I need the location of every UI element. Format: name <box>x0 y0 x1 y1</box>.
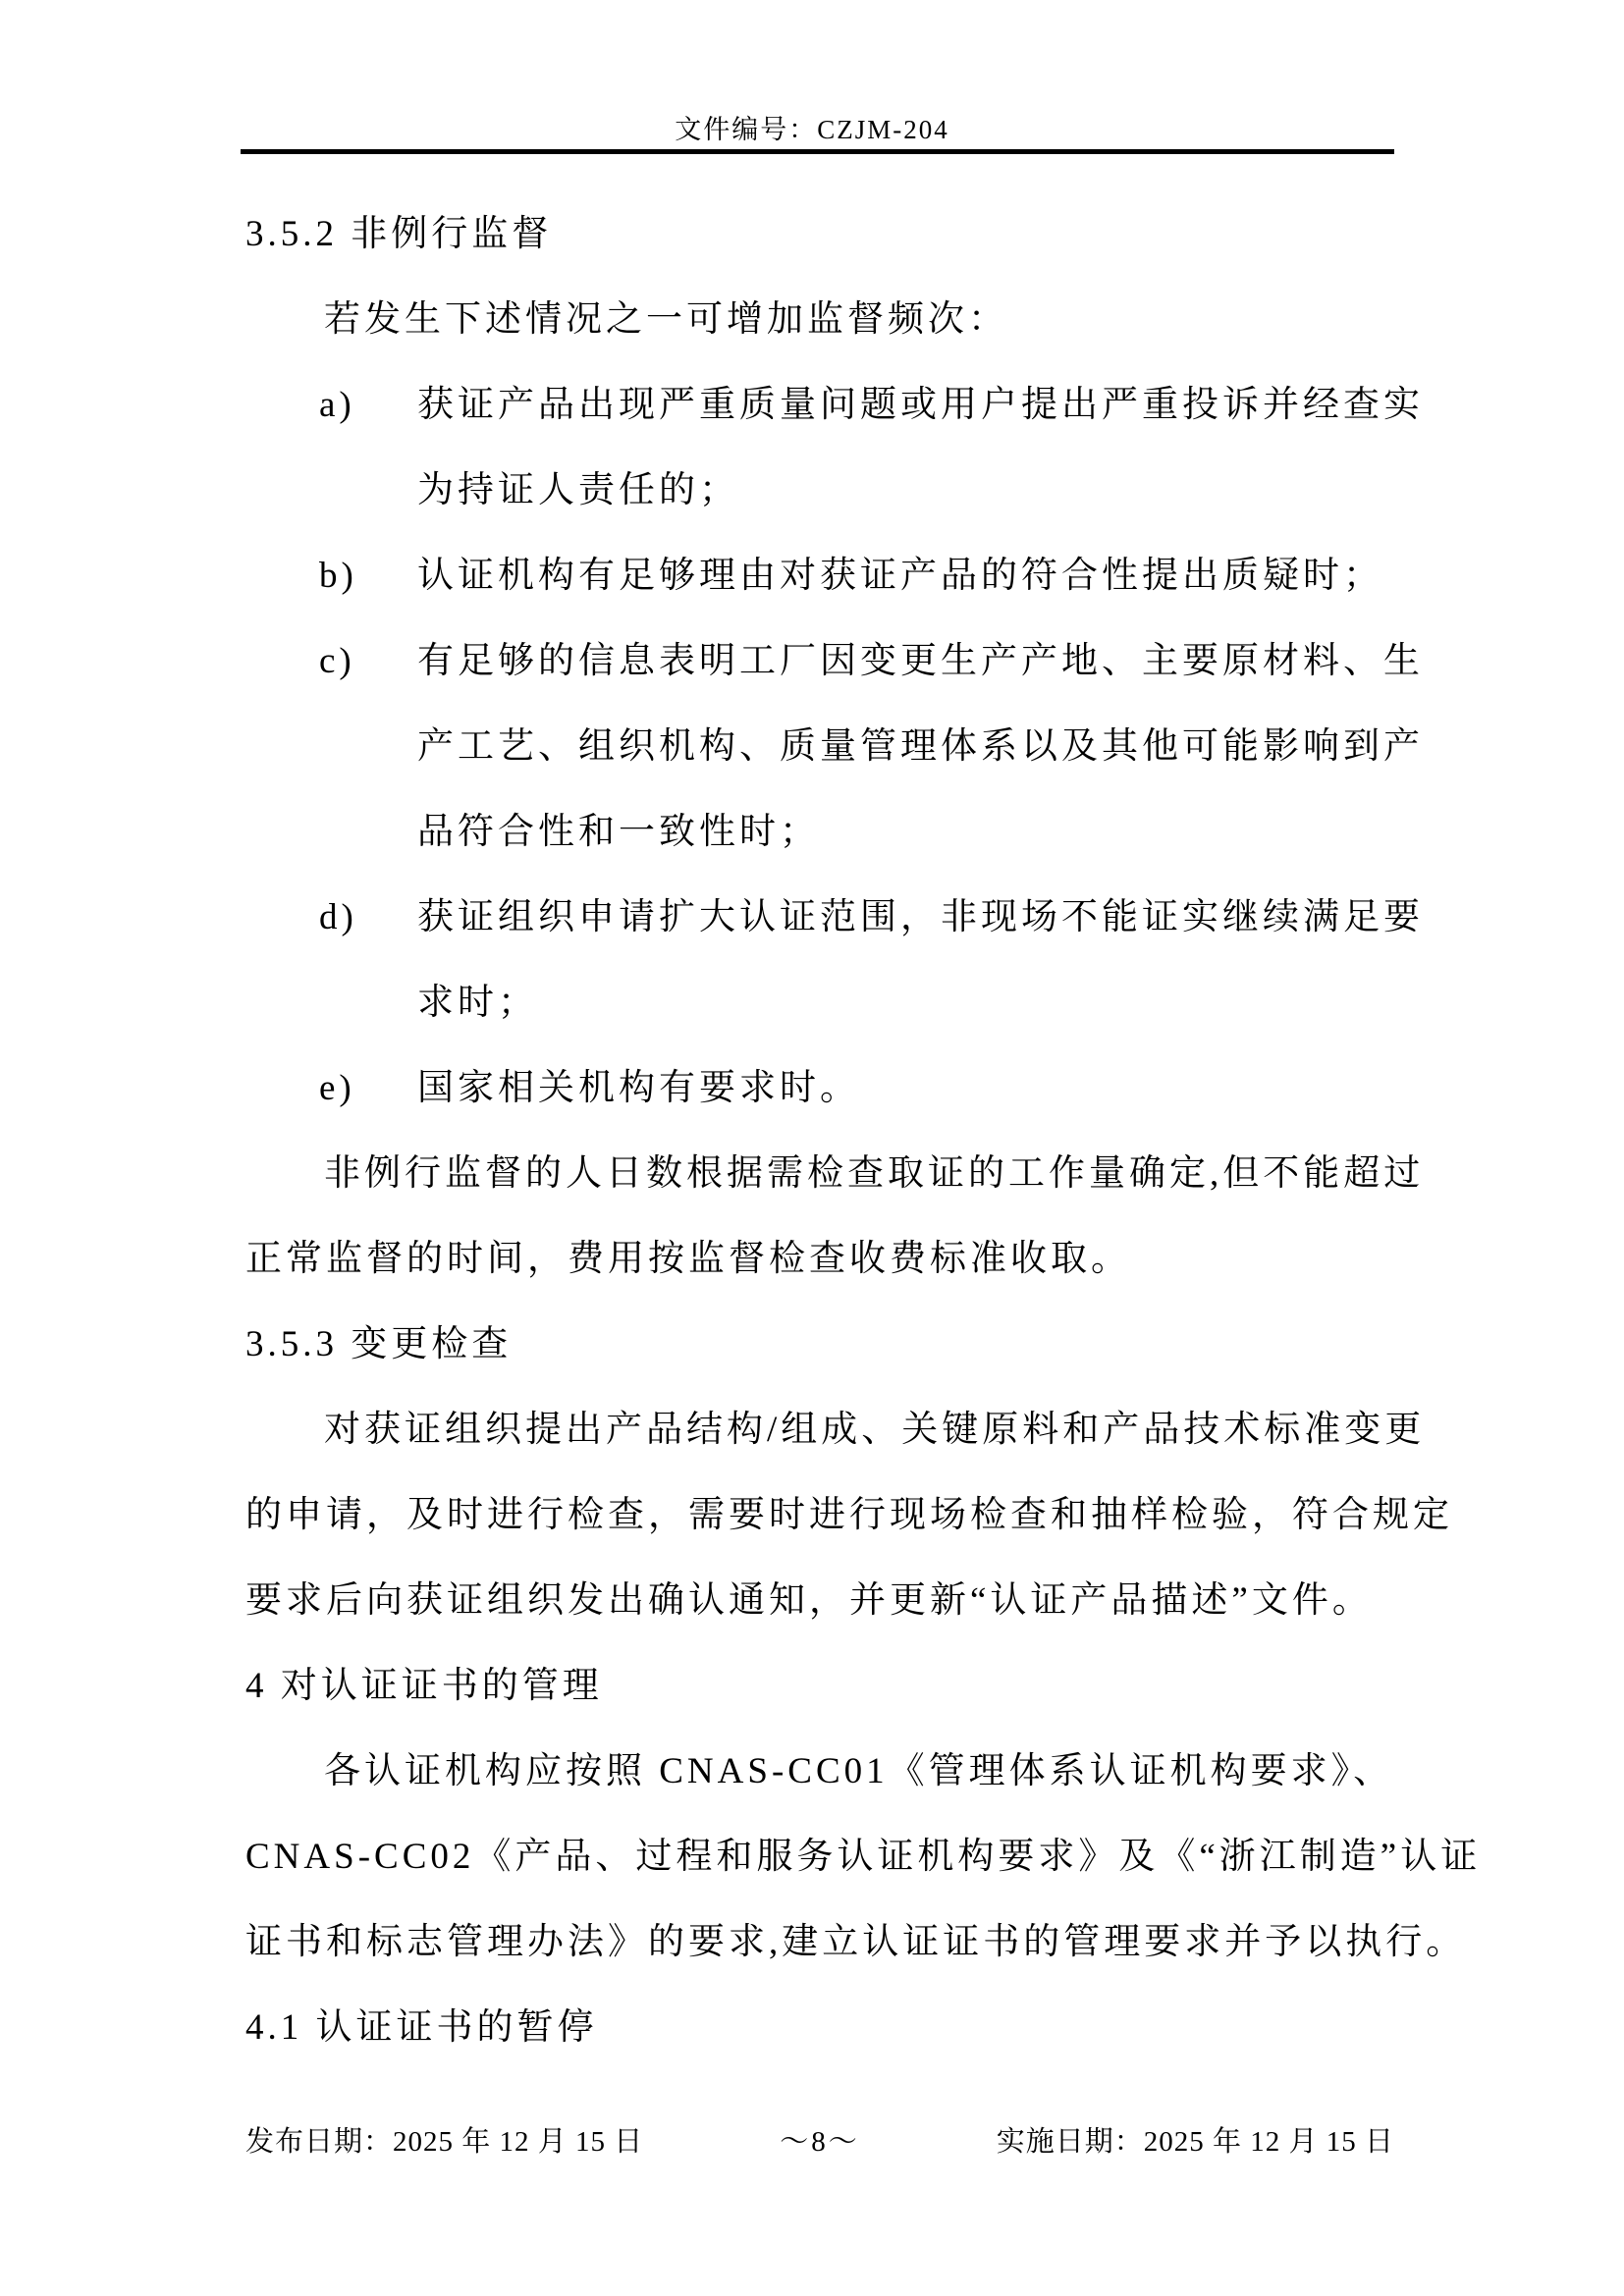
text-line <box>245 1387 1426 1472</box>
text-line <box>245 1558 1399 1643</box>
list-marker: b) <box>319 556 357 596</box>
text-line <box>245 1814 1482 1899</box>
text-line-content: 品符合性和一致性时； <box>417 812 820 852</box>
text-line-content: 对获证组织提出产品结构/组成、关键原料和产品技术标准变更 <box>324 1410 1426 1450</box>
text-line-content: 的申请，及时进行检查，需要时进行现场检查和抽样检验，符合规定 <box>245 1495 1453 1535</box>
text-line-content: 求时； <box>417 983 538 1023</box>
list-marker: d) <box>319 897 357 937</box>
list-marker: a) <box>319 385 355 425</box>
footer-release-date: 发布日期：2025 年 12 月 15 日 <box>245 2126 644 2158</box>
text-line-content: 国家相关机构有要求时。 <box>417 1068 860 1108</box>
text-line <box>245 1302 1399 1387</box>
text-line-content: 3.5.2 非例行监督 <box>245 214 553 254</box>
text-line <box>245 704 1424 789</box>
text-line-content: 获证组织申请扩大认证范围，非现场不能证实继续满足要 <box>417 897 1424 937</box>
text-line <box>245 277 1399 362</box>
text-line-content: 获证产品出现严重质量问题或用户提出严重投诉并经查实 <box>417 385 1424 425</box>
text-line <box>245 1643 1399 1729</box>
text-line-content: 若发生下述情况之一可增加监督频次： <box>324 299 1008 340</box>
text-line <box>245 1729 1399 1814</box>
text-line-content: 非例行监督的人日数根据需检查取证的工作量确定,但不能超过 <box>324 1153 1425 1194</box>
text-line <box>245 875 1424 960</box>
text-line-content: 4.1 认证证书的暂停 <box>245 2007 598 2048</box>
header-rule <box>241 149 1394 154</box>
footer-implement-date: 实施日期：2025 年 12 月 15 日 <box>996 2126 1394 2158</box>
text-line <box>245 618 1424 704</box>
text-line-content: 有足够的信息表明工厂因变更生产产地、主要原材料、生 <box>417 641 1424 681</box>
text-line <box>245 1472 1453 1558</box>
text-line <box>245 191 1399 277</box>
text-line <box>245 1045 1399 1131</box>
text-line-content: 要求后向获证组织发出确认通知，并更新“认证产品描述”文件。 <box>245 1580 1373 1621</box>
footer-page-number: ～8～ <box>780 2126 860 2158</box>
text-line-content: 为持证人责任的； <box>417 470 739 510</box>
text-line-content: 证书和标志管理办法》的要求,建立认证证书的管理要求并予以执行。 <box>245 1922 1467 1962</box>
text-line <box>245 789 1399 875</box>
text-line <box>245 1899 1467 1985</box>
text-line <box>245 533 1399 618</box>
text-line <box>245 1131 1425 1216</box>
text-line-content: CNAS-CC02《产品、过程和服务认证机构要求》及《“浙江制造”认证 <box>245 1837 1482 1877</box>
text-line <box>245 448 1399 533</box>
text-line <box>245 960 1399 1045</box>
list-marker: e) <box>319 1068 355 1108</box>
text-line-content: 各认证机构应按照 CNAS-CC01《管理体系认证机构要求》、 <box>324 1751 1394 1791</box>
footer <box>245 2116 1394 2167</box>
text-line-content: 3.5.3 变更检查 <box>245 1324 513 1364</box>
text-line-content: 产工艺、组织机构、质量管理体系以及其他可能影响到产 <box>417 726 1424 767</box>
text-line <box>245 1216 1399 1302</box>
list-marker: c) <box>319 641 355 681</box>
text-line <box>245 362 1424 448</box>
text-line <box>245 1985 1399 2070</box>
text-line-content: 正常监督的时间，费用按监督检查收费标准收取。 <box>245 1239 1131 1279</box>
document-body <box>245 191 1482 2070</box>
header-doc-number: 文件编号：CZJM-204 <box>675 115 949 144</box>
text-line-content: 4 对认证证书的管理 <box>245 1666 603 1706</box>
text-line-content: 认证机构有足够理由对获证产品的符合性提出质疑时； <box>417 556 1383 596</box>
